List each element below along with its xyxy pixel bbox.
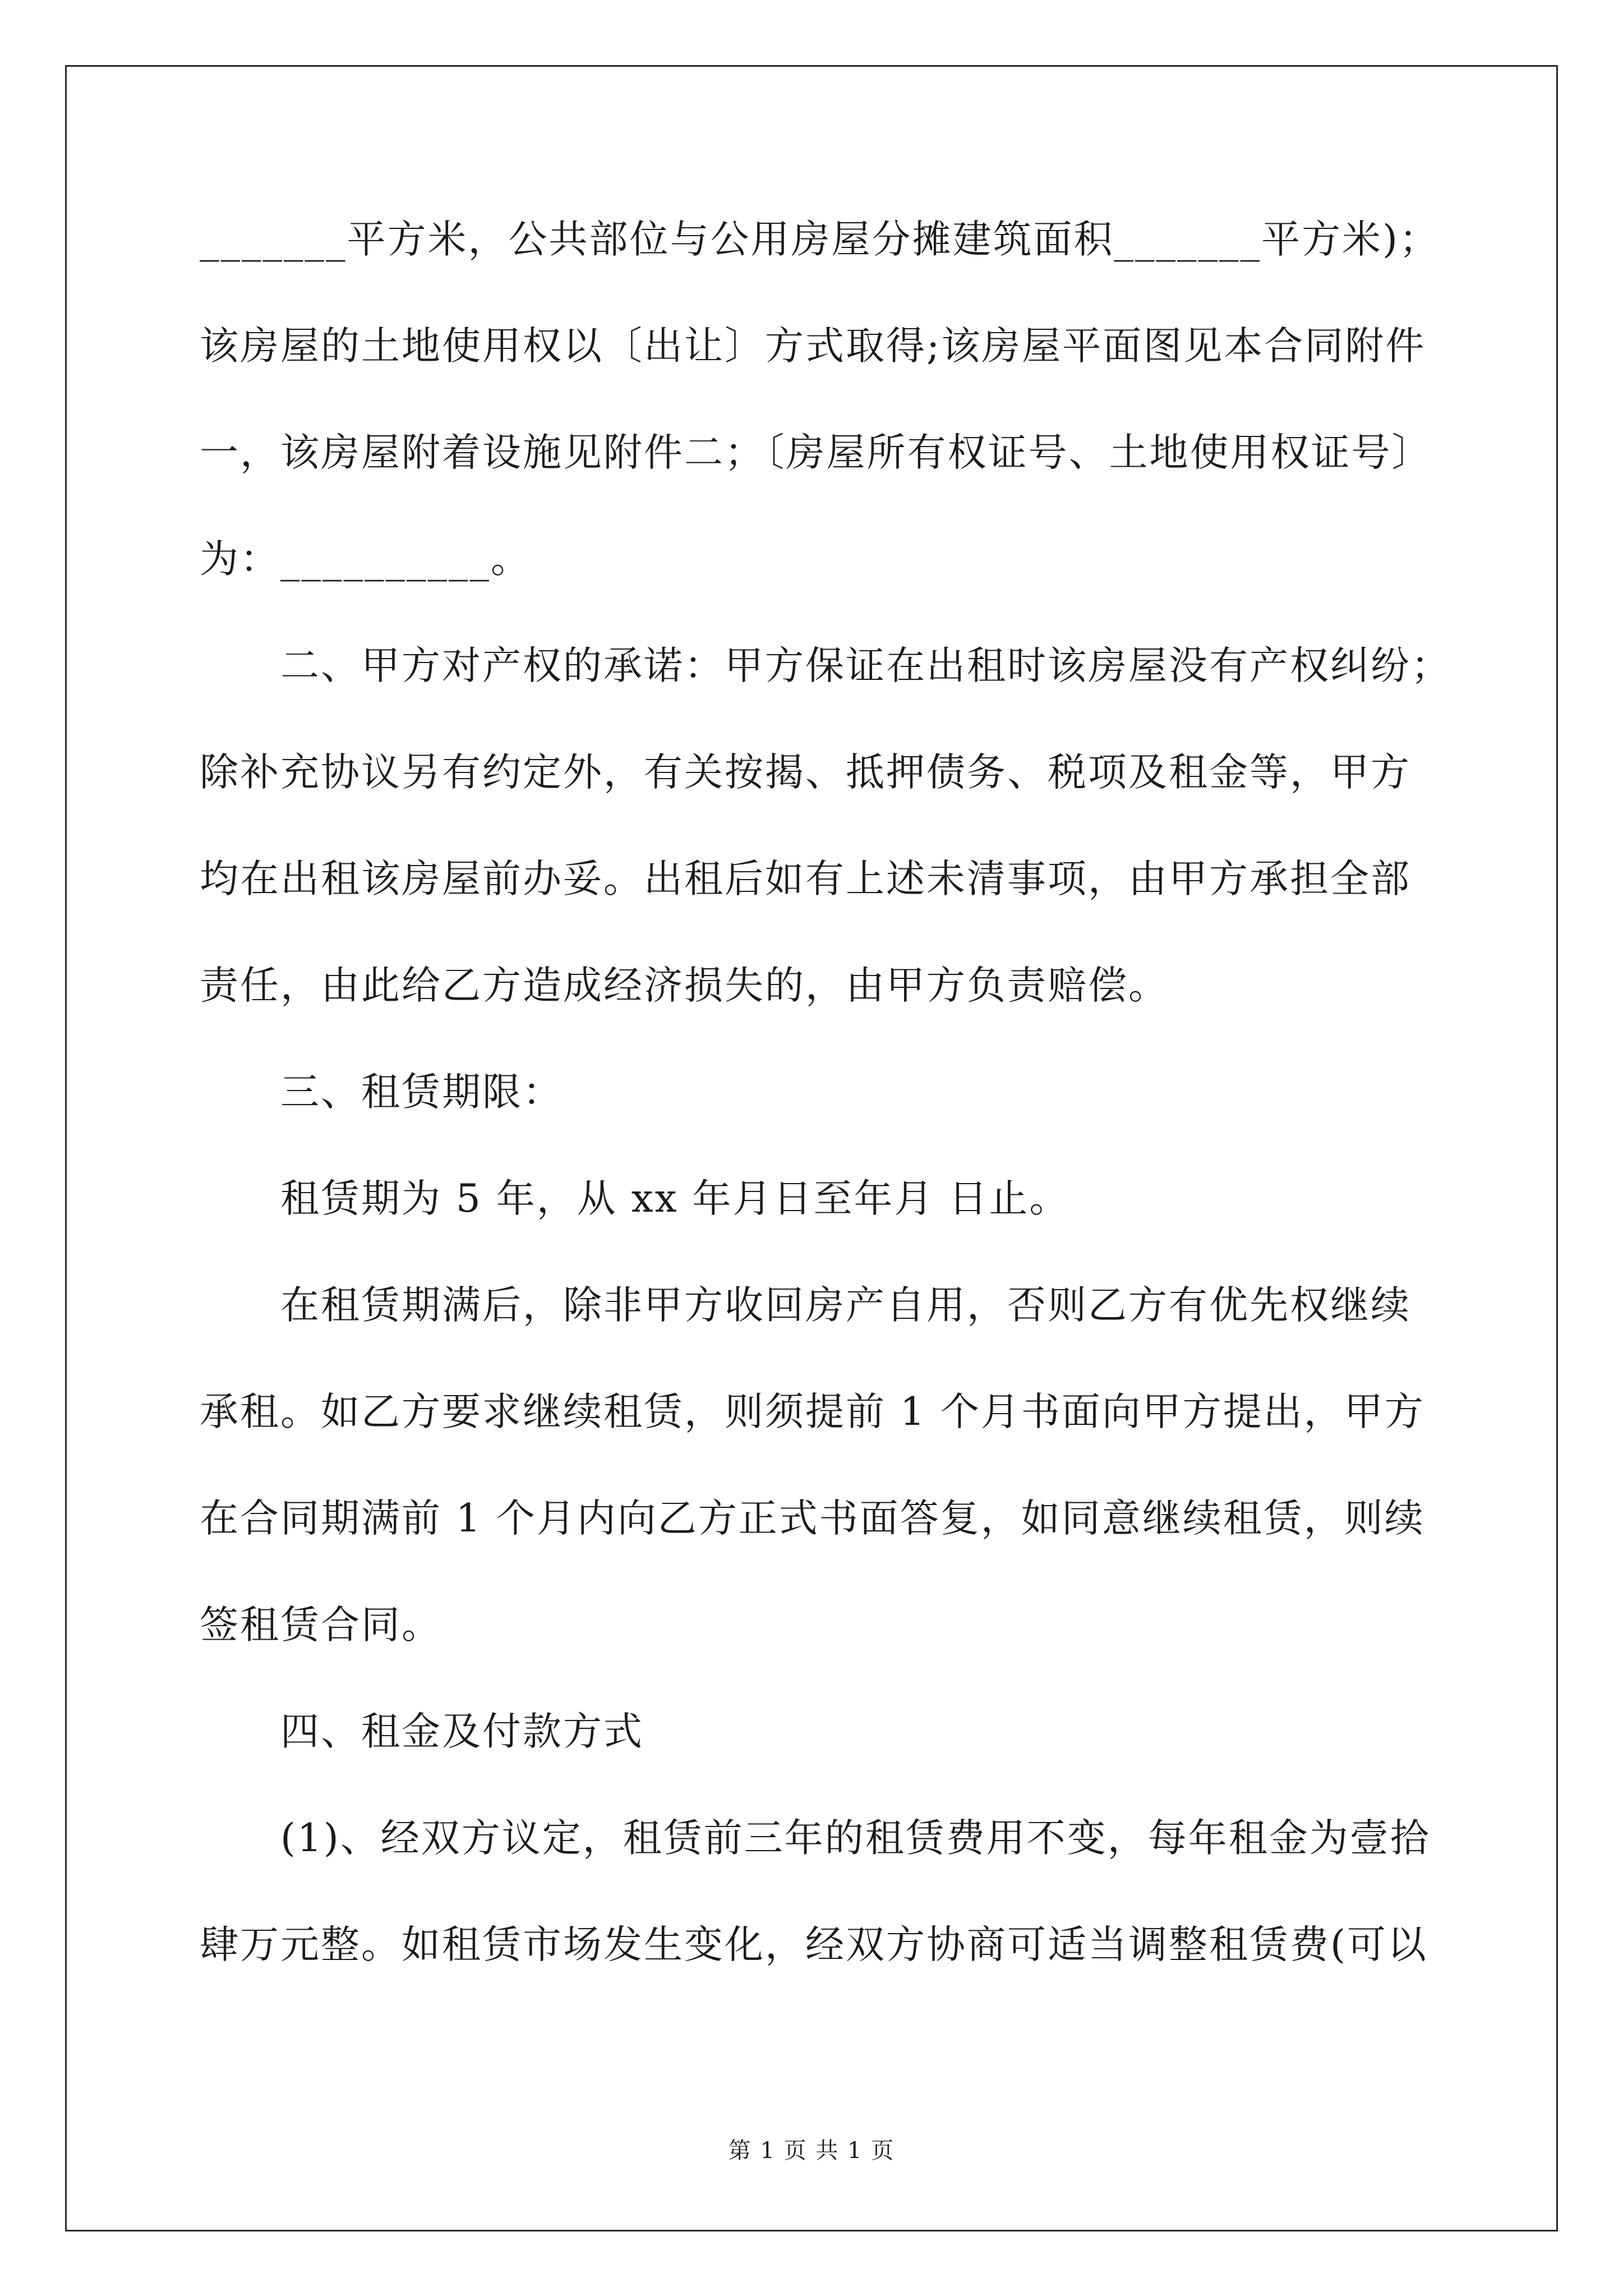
text-line: 该房屋的土地使用权以〔出让〕方式取得;该房屋平面图见本合同附件 [200, 324, 1426, 369]
text-line: 除补充协议另有约定外，有关按揭、抵押债务、税项及租金等，甲方 [200, 750, 1411, 795]
paragraph-start: (1)、经双方议定，租赁前三年的租赁费用不变，每年租金为壹拾 [280, 1816, 1431, 1861]
section-heading-3: 三、租赁期限： [280, 1070, 563, 1115]
text-line: 均在出租该房屋前办妥。出租后如有上述未清事项，由甲方承担全部 [200, 857, 1411, 901]
page-footer: 第 1 页 共 1 页 [728, 2138, 895, 2164]
text-line: 承租。如乙方要求继续租赁，则须提前 1 个月书面向甲方提出，甲方 [200, 1389, 1425, 1434]
text-line: _______平方米，公共部位与公用房屋分摊建筑面积_______平方米)； [200, 217, 1440, 262]
text-line: 签租赁合同。 [200, 1603, 442, 1648]
text-line: 肆万元整。如租赁市场发生变化，经双方协商可适当调整租赁费(可以 [200, 1922, 1428, 1967]
text-line: 一，该房屋附着设施见附件二；〔房屋所有权证号、土地使用权证号〕 [200, 430, 1432, 475]
text-line: 责任，由此给乙方造成经济损失的，由甲方负责赔偿。 [200, 963, 1169, 1008]
document-body [200, 206, 1451, 2018]
text-line: 为：__________。 [200, 537, 531, 582]
text-line: 在合同期满前 1 个月内向乙方正式书面答复，如同意继续租赁，则续 [200, 1496, 1425, 1541]
paragraph-heading-2: 二、甲方对产权的承诺：甲方保证在出租时该房屋没有产权纠纷； [280, 643, 1451, 688]
section-heading-4: 四、租金及付款方式 [280, 1709, 644, 1754]
lease-term-line: 租赁期为 5 年，从 xx 年月日至年月 日止。 [280, 1176, 1070, 1221]
paragraph-start: 在租赁期满后，除非甲方收回房产自用，否则乙方有优先权继续 [280, 1283, 1411, 1328]
